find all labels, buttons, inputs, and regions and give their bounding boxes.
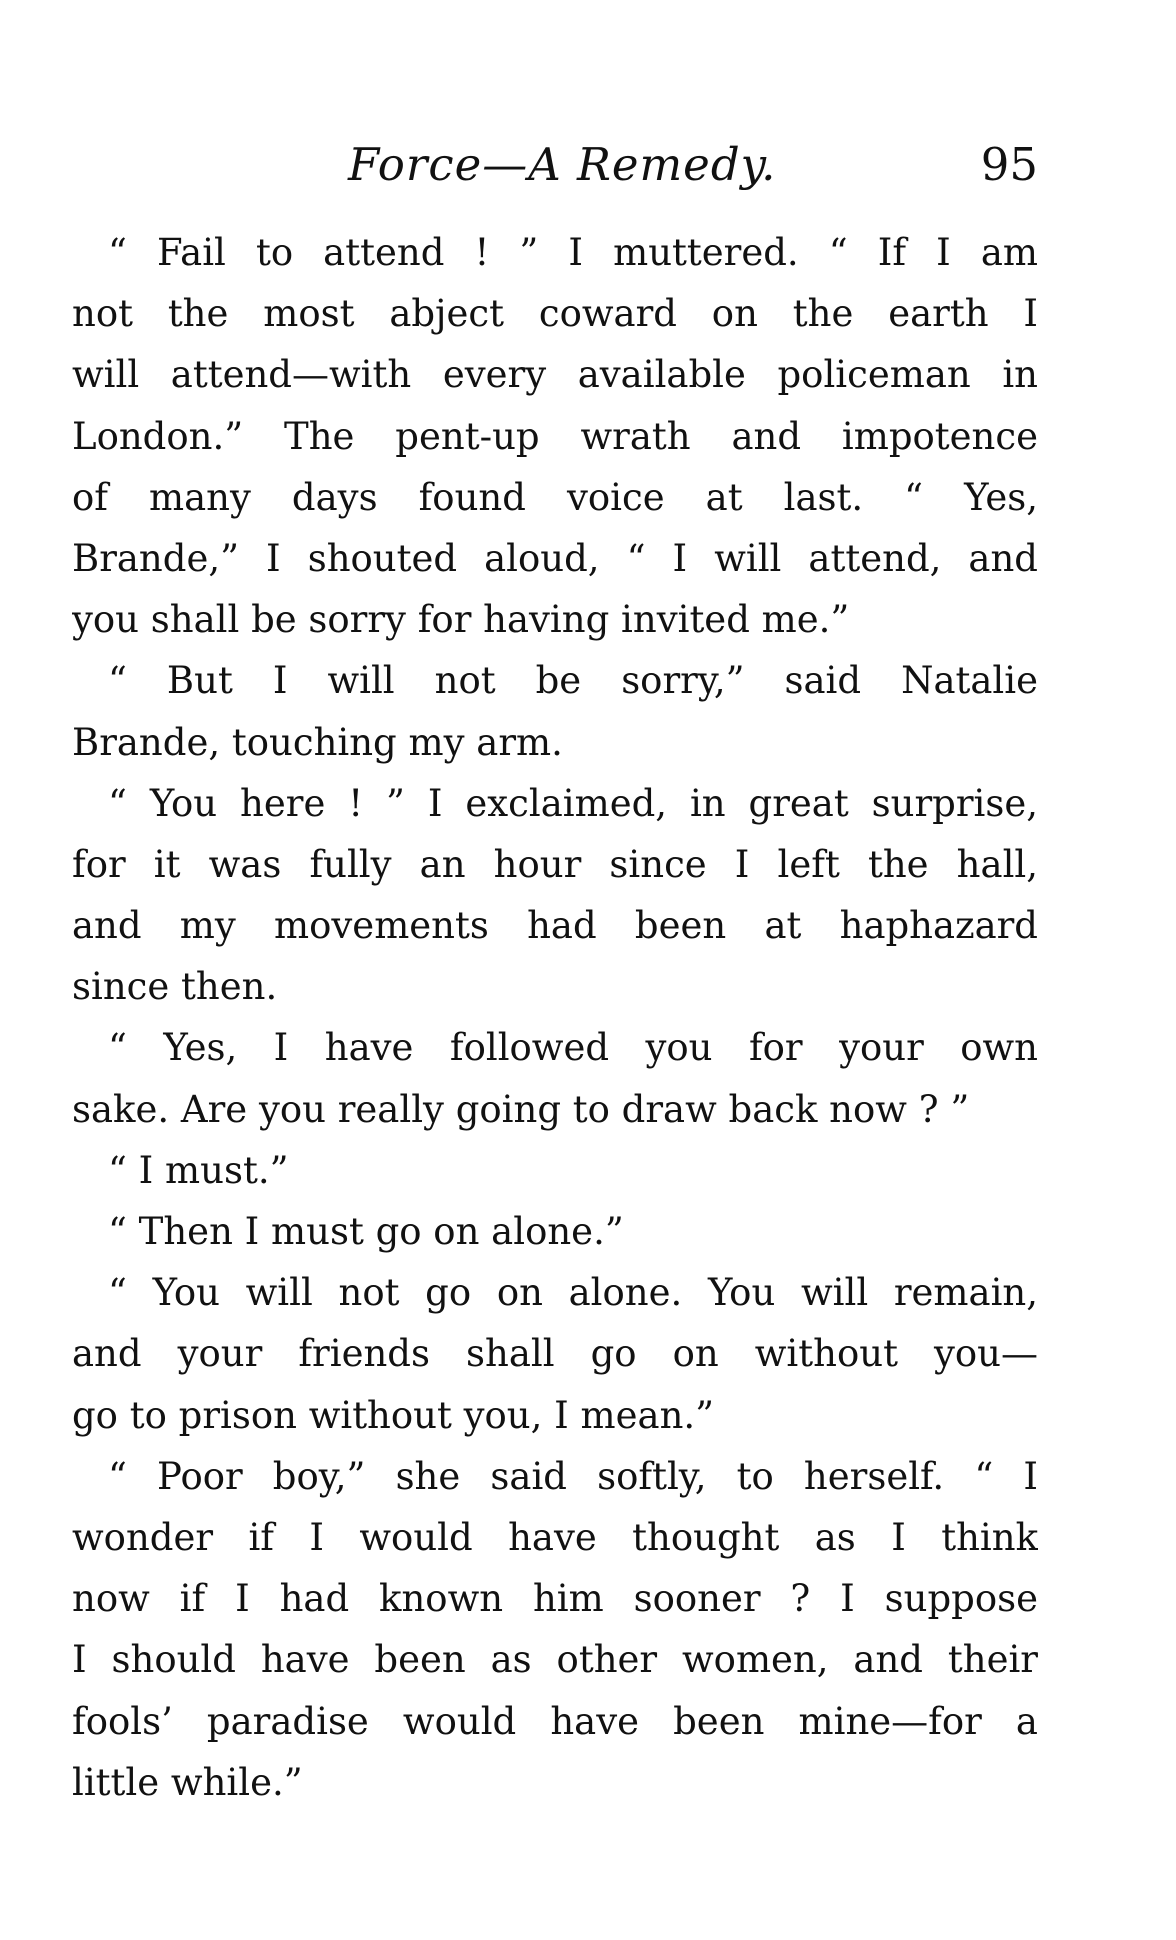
text-line: “ Poor boy,” she said softly, to herself. “ I xyxy=(108,1454,1038,1498)
text-line: London.” The pent-up wrath and impotence xyxy=(72,414,1038,458)
body-text xyxy=(72,222,1038,1813)
text-line: fools’ paradise would have been mine—for a xyxy=(72,1699,1038,1743)
text-line: Brande,” I shouted aloud, “ I will attend, and xyxy=(72,536,1038,580)
text-line: “ Then I must go on alone.” xyxy=(108,1210,624,1253)
page-number: 95 xyxy=(980,138,1038,191)
running-title: Force—A Remedy. xyxy=(348,138,777,191)
text-line: you shall be sorry for having invited me.” xyxy=(72,598,850,642)
text-line: not the most abject coward on the earth I xyxy=(72,292,1038,336)
text-line: for it was fully an hour since I left the hall, xyxy=(72,842,1038,886)
text-line: now if I had known him sooner ? I suppose xyxy=(72,1577,1038,1621)
running-head xyxy=(72,138,1038,198)
text-line: “ You here ! ” I exclaimed, in great surprise, xyxy=(108,781,1038,825)
text-line: sake. Are you really going to draw back now ? ” xyxy=(72,1087,970,1131)
text-line: “ But I will not be sorry,” said Natalie xyxy=(108,659,1038,703)
text-line: “ You will not go on alone. You will remain, xyxy=(108,1271,1038,1315)
text-line: and your friends shall go on without you— xyxy=(72,1332,1038,1376)
text-line: “ I must.” xyxy=(108,1148,289,1192)
text-line: “ Fail to attend ! ” I muttered. “ If I am xyxy=(108,231,1038,274)
text-line: “ Yes, I have followed you for your own xyxy=(108,1026,1038,1070)
text-line: since then. xyxy=(72,965,278,1009)
text-line: I should have been as other women, and their xyxy=(72,1638,1038,1682)
text-line: Brande, touching my arm. xyxy=(72,720,563,764)
text-line: wonder if I would have thought as I think xyxy=(72,1515,1038,1559)
text-line: go to prison without you, I mean.” xyxy=(72,1393,715,1437)
text-line: will attend—with every available policeman in xyxy=(72,353,1038,397)
text-line: of many days found voice at last. “ Yes, xyxy=(72,475,1038,519)
text-line: and my movements had been at haphazard xyxy=(72,904,1038,948)
text-line: little while.” xyxy=(72,1760,303,1804)
